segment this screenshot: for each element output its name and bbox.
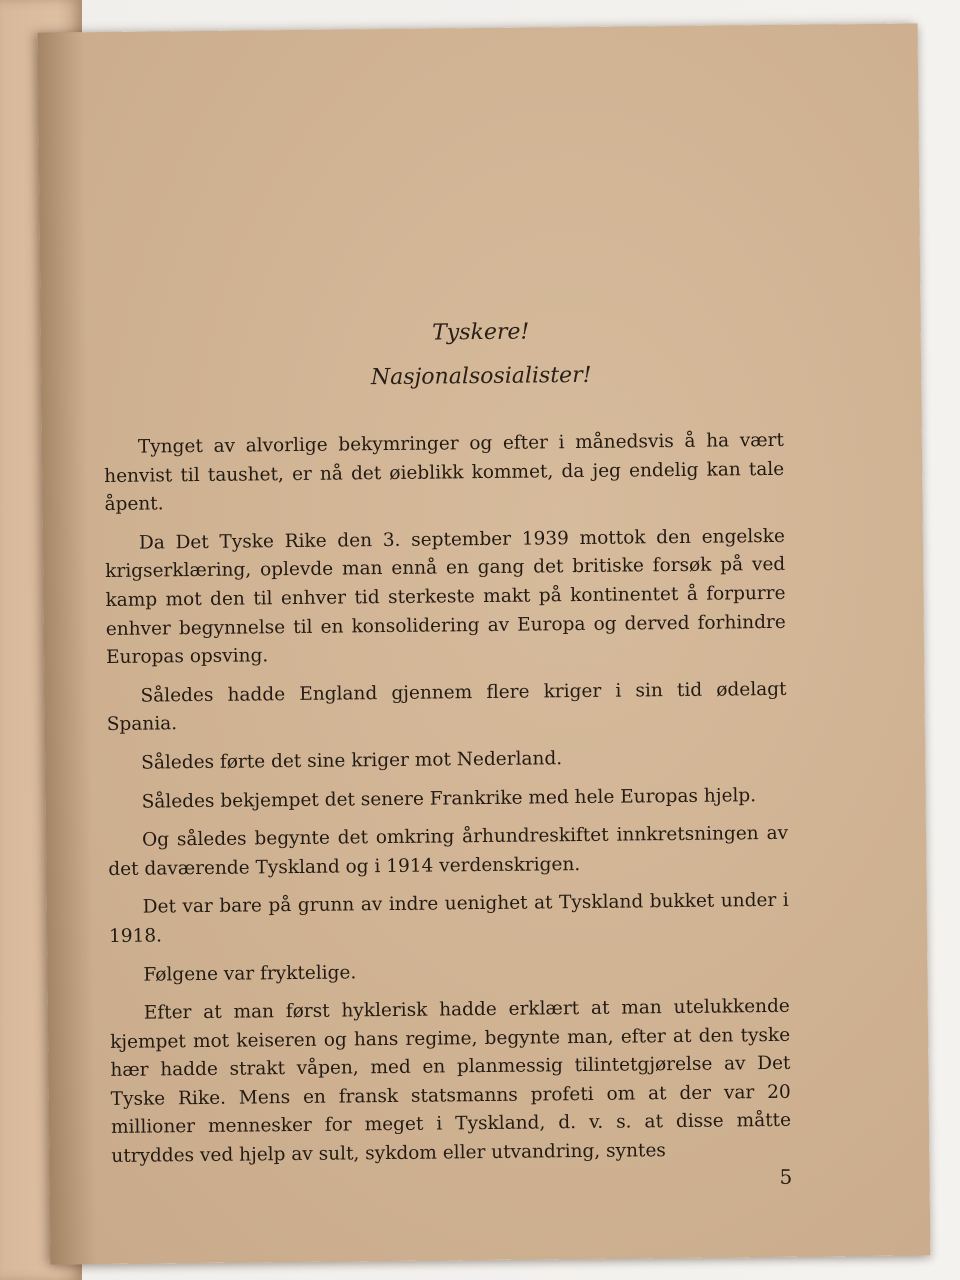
paragraph: Således førte det sine kriger mot Nederland. [141,748,563,774]
paragraph: Tynget av alvorlige bekymringer og efter i månedsvis å ha vært henvist til taushet, er nå det øieblikk kommet, da jeg endelig kan tale åpent. [104,429,785,516]
paragraph: Således hadde England gjennem flere kriger i sin tid ødelagt Spania. [106,678,787,736]
paragraph: Og således begynte det omkring århundreskiftet innkretsningen av det daværende Tyskland og i 1914 verdenskrigen. [108,822,789,880]
paragraph: Da Det Tyske Rike den 3. september 1939 mottok den engelske krigserklæring, oplevde man ennå en gang det britiske forsøk på ved kamp mot den til enhver tid sterkeste makt på kontinentet å forpurre enhver begynnelse til en konsolidering av Europa og derved forhindre Europas opsving. [105,525,786,669]
heading-line-2: Nasjonalsosialister! [370,362,592,391]
paragraph: Det var bare på grunn av indre uenighet at Tyskland bukket under i 1918. [108,890,789,947]
book-page [38,23,931,1264]
paragraph: Efter at man først hyklerisk hadde erklært at man utelukkende kjempet mot keiseren og hans regime, begynte man, efter at den tyske hær hadde strakt våpen, med en planmessig tilintetgjørelse av Det Tyske Rike. Mens en fransk statsmanns profeti om at der var 20 millioner mennesker for meget i Tyskland, d. v. s. at disse måtte utryddes ved hjelp av sult, sykdom eller utvandring, syntes [110,995,792,1167]
body-text [104,427,792,1182]
paragraph: Således bekjempet det senere Frankrike med hele Europas hjelp. [141,784,757,813]
page-number: 5 [779,1164,793,1189]
paragraph: Følgene var fryktelige. [143,961,357,986]
heading-line-1: Tyskere! [432,319,530,346]
